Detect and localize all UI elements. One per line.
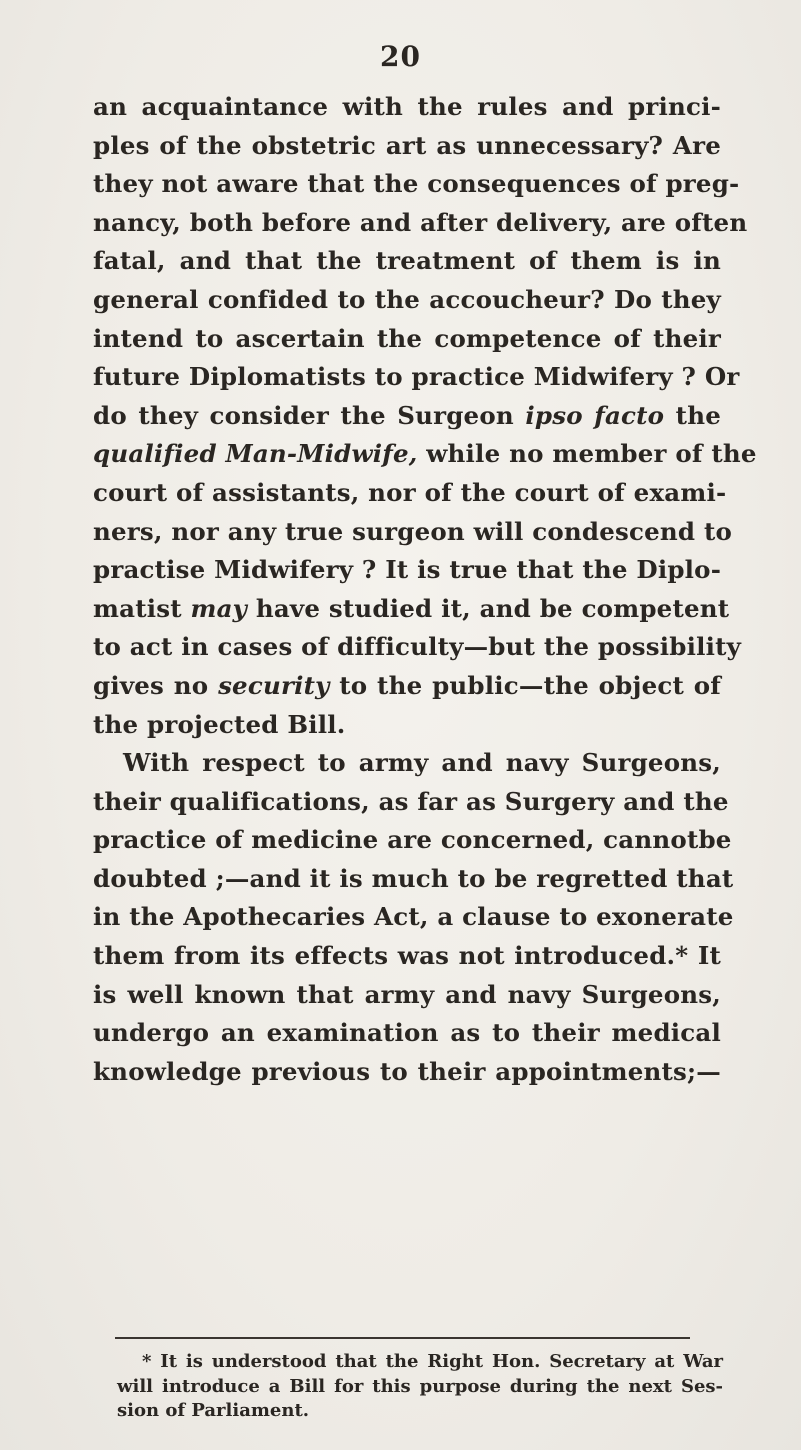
italic-phrase: qualified Man-Midwife, bbox=[93, 439, 418, 469]
body-line: court of assistants, nor of the court of exami- bbox=[93, 477, 727, 507]
body-line: their qualifications, as far as Surgery and the bbox=[93, 786, 729, 816]
body-line: practise Midwifery ? It is true that the Diplo- bbox=[93, 555, 722, 585]
body-line: nancy, both before and after delivery, are often bbox=[93, 207, 748, 237]
body-line: knowledge previous to their appointments;— bbox=[93, 1056, 721, 1086]
body-line: future Diplomatists to practice Midwifery ? Or bbox=[93, 362, 740, 392]
body-line: them from its effects was not introduced.* It bbox=[93, 941, 721, 971]
body-line: gives no security to the public—the object of bbox=[93, 670, 721, 700]
body-line: to act in cases of difficulty—but the possibility bbox=[93, 632, 742, 662]
page-number: 20 bbox=[380, 40, 421, 73]
footnote bbox=[117, 1350, 723, 1424]
body-line: intend to ascertain the competence of their bbox=[93, 323, 721, 353]
body-line: fatal, and that the treatment of them is in bbox=[93, 246, 721, 276]
body-line: in the Apothecaries Act, a clause to exonerate bbox=[93, 902, 734, 932]
body-line: doubted ;—and it is much to be regretted that bbox=[93, 863, 734, 893]
footnote-line: sion of Parliament. bbox=[117, 1400, 310, 1421]
body-line: undergo an examination as to their medical bbox=[93, 1018, 721, 1048]
italic-phrase: ipso facto bbox=[525, 400, 665, 430]
italic-phrase: may bbox=[190, 593, 248, 623]
paragraph-start-line: With respect to army and navy Surgeons, bbox=[123, 748, 721, 778]
body-line: ners, nor any true surgeon will condescend to bbox=[93, 516, 733, 546]
body-line: an acquaintance with the rules and princi- bbox=[93, 92, 721, 121]
body-line: matist may have studied it, and be competent bbox=[93, 593, 730, 623]
body-line: qualified Man-Midwife, while no member of the bbox=[93, 439, 757, 469]
body-line: ples of the obstetric art as unnecessary? Are bbox=[93, 130, 721, 160]
italic-phrase: security bbox=[218, 670, 330, 700]
footnote-line: * It is understood that the Right Hon. Secretary at War bbox=[142, 1351, 723, 1372]
body-line: is well known that army and navy Surgeons, bbox=[93, 979, 721, 1009]
body-line: general confided to the accoucheur? Do they bbox=[93, 284, 721, 314]
body-line: do they consider the Surgeon ipso facto the bbox=[93, 400, 722, 430]
footnote-divider bbox=[115, 1337, 690, 1339]
footnote-line: will introduce a Bill for this purpose during the next Ses- bbox=[117, 1375, 723, 1397]
body-text bbox=[93, 88, 757, 1091]
body-line: the projected Bill. bbox=[93, 709, 346, 739]
body-line: they not aware that the consequences of preg- bbox=[93, 169, 740, 199]
body-line: practice of medicine are concerned, cannotbe bbox=[93, 825, 732, 855]
